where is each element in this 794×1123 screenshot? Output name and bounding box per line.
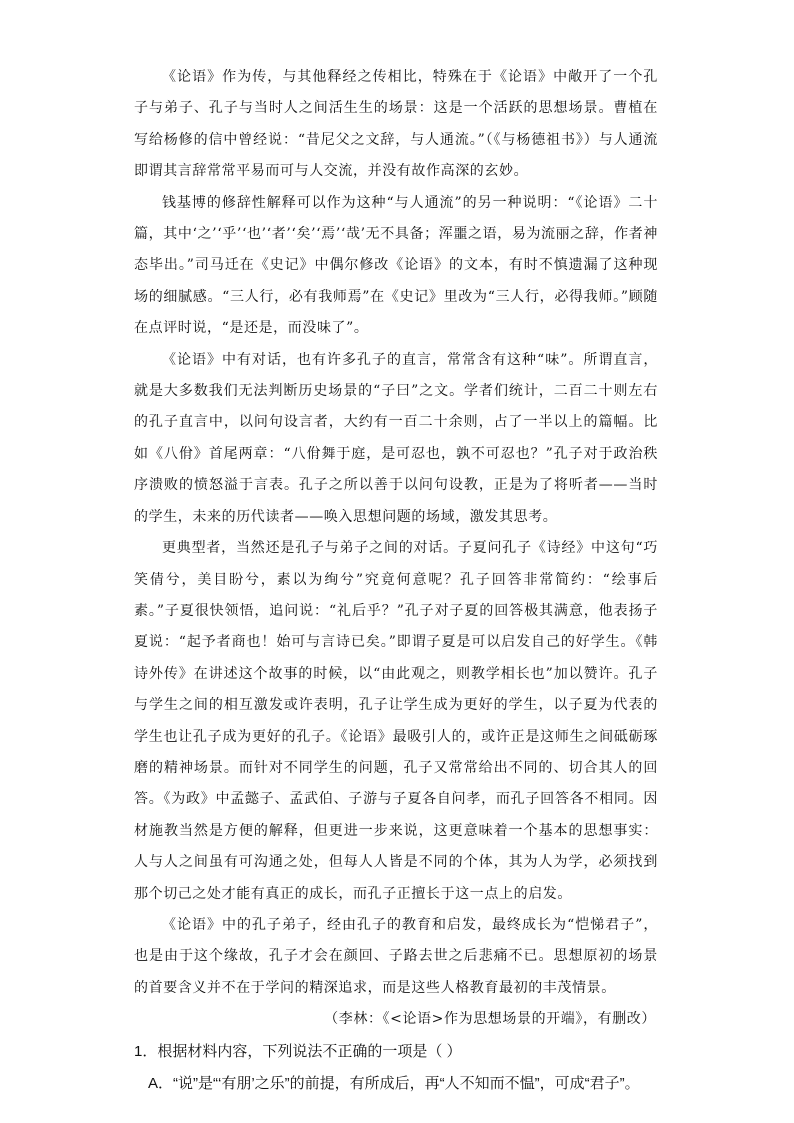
passage-paragraph: 《论语》作为传，与其他释经之传相比，特殊在于《论语》中敞开了一个孔子与弟子、孔子与当时人之间活生生的场景：这是一个活跃的思想场景。曹植在写给杨修的信中曾经说：“昔尼父之文辞，与人通流。”（《与杨德祖书》）与人通流即谓其言辞常常平易而可与人交流，并没有故作高深的玄妙。: [134, 69, 658, 180]
question-block: [134, 1036, 658, 1100]
passage-paragraph: 更典型者，当然还是孔子与弟子之间的对话。子夏问孔子《诗经》中这句“巧笑倩兮，美目盼兮，素以为绚兮”究竟何意呢？孔子回答非常简约：“绘事后素。”子夏很快领悟，追问说：“礼后乎？”孔子对子夏的回答极其满意，他表扬子夏说：“起予者商也！始可与言诗已矣。”即谓子夏是可以启发自己的好学生。《韩诗外传》在讲述这个故事的时候，以“由此观之，则教学相长也”加以赞许。孔子与学生之间的相互激发或许表明，孔子让学生成为更好的学生，以子夏为代表的学生也让孔子成为更好的孔子。《论语》最吸引人的，或许正是这师生之间砥砺琢磨的精神场景。而针对不同学生的问题，孔子又常常给出不同的、切合其人的回答。《为政》中孟懿子、孟武伯、子游与子夏各自问孝，而孔子回答各不相同。因材施教当然是方便的解释，但更进一步来说，这更意味着一个基本的思想事实：人与人之间虽有可沟通之处，但每人人皆是不同的个体，其为人为学，必须找到那个切己之处才能有真正的成长，而孔子正擅长于这一点上的启发。: [134, 540, 658, 902]
passage-paragraph: 钱基博的修辞性解释可以作为这种“与人通流”的另一种说明：“《论语》二十篇，其中‘之’‘乎’‘也’‘者’‘矣’‘焉’‘哉’无不具备；浑噩之语，易为流丽之辞，作者神态毕出。”司马迁在《史记》中偶尔修改《论语》的文本，有时不慎遗漏了这种现场的细腻感。“三人行，必有我师焉”在《史记》里改为“三人行，必得我师。”顾随在点评时说，“是还是，而没味了”。: [134, 194, 658, 337]
passage-paragraph: 《论语》中有对话，也有许多孔子的直言，常常含有这种“味”。所谓直言，就是大多数我们无法判断历史场景的“子曰”之文。学者们统计，二百二十则左右的孔子直言中，以问句设言者，大约有一百二十余则，占了一半以上的篇幅。比如《八佾》首尾两章：“八佾舞于庭，是可忍也，孰不可忍也？”孔子对于政治秩序溃败的愤怒溢于言表。孔子之所以善于以问句设教，正是为了将听者——当时的学生，未来的历代读者——唤入思想问题的场域，激发其思考。: [134, 351, 658, 525]
passage-paragraph: 《论语》中的孔子弟子，经由孔子的教育和启发，最终成长为“恺悌君子”，也是由于这个缘故，孔子才会在颜回、子路去世之后悲痛不已。思想原初的场景的首要含义并不在于学问的精深追求，而是这些人格教育最初的丰茂情景。: [134, 916, 658, 996]
question-stem: 1．根据材料内容，下列说法不正确的一项是（ ）: [134, 1042, 462, 1060]
reading-passage: [134, 62, 658, 1036]
passage-source: （李林：《<论语>作为思想场景的开端》，有删改）: [324, 1011, 656, 1028]
option-a: A．“说”是“‘有朋’之乐”的前提，有所成后，再“人不知而不愠”，可成“君子”。: [148, 1074, 640, 1092]
